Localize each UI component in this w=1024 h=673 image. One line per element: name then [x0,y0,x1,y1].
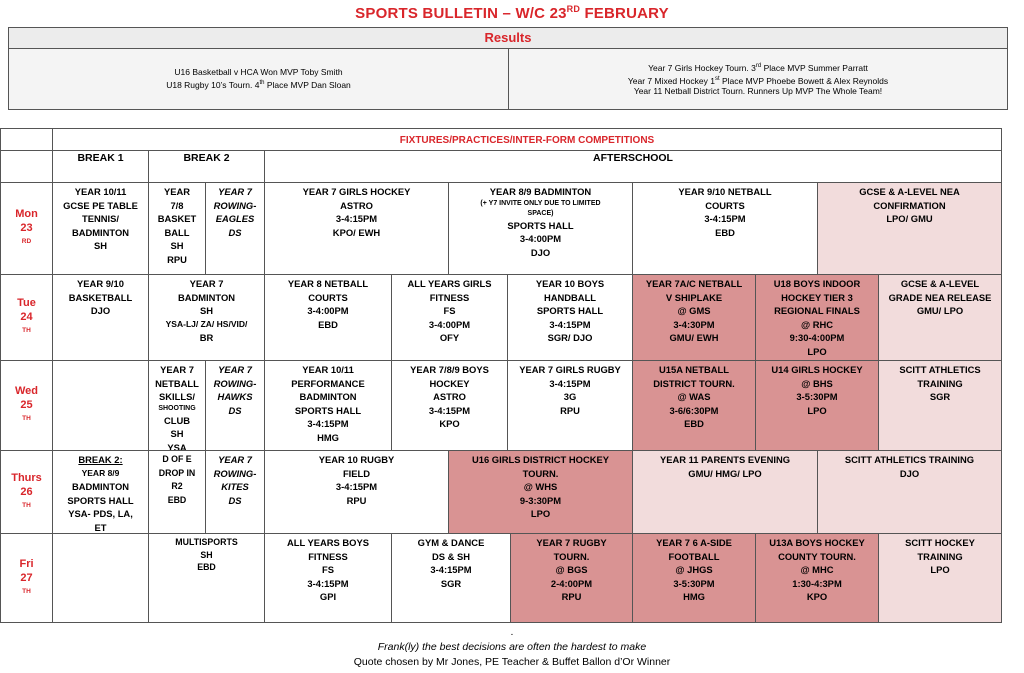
tue-after-cell-1: YEAR 8 NETBALL COURTS 3-4:00PM EBD [264,274,392,361]
break1-header: BREAK 1 [52,150,149,183]
wed-after-cell-1: YEAR 10/11 PERFORMANCE BADMINTON SPORTS HALL 3-4:15PM HMG [264,360,392,451]
fri-after-cell-2: GYM & DANCE DS & SH 3-4:15PM SGR [391,533,511,623]
tue-after-cell-5: U18 BOYS INDOOR HOCKEY TIER 3 REGIONAL FINALS @ RHC 9:30-4:00PM LPO [755,274,879,361]
result-line: Year 7 Girls Hockey Tourn. 3rd Place MVP Summer Parratt [648,62,868,73]
wed-break1-cell [52,360,149,451]
afterschool-header: AFTERSCHOOL [264,150,1002,183]
wed-rowing-cell: YEAR 7 ROWING- HAWKS DS [205,360,265,451]
title-main: SPORTS BULLETIN – W/C 23 [355,5,567,22]
wed-after-cell-5: U14 GIRLS HOCKEY @ BHS 3-5:30PM LPO [755,360,879,451]
fri-after-cell-4: YEAR 7 6 A-SIDE FOOTBALL @ JHGS 3-5:30PM HMG [632,533,756,623]
wed-after-cell-3: YEAR 7 GIRLS RUGBY 3-4:15PM 3G RPU [507,360,633,451]
thu-after-cell-2: U16 GIRLS DISTRICT HOCKEY TOURN. @ WHS 9-3:30PM LPO [448,450,633,534]
tue-after-cell-3: YEAR 10 BOYS HANDBALL SPORTS HALL 3-4:15PM SGR/ DJO [507,274,633,361]
thu-after-cell-1: YEAR 10 RUGBY FIELD 3-4:15PM RPU [264,450,449,534]
mon-rowing-cell: YEAR 7 ROWING- EAGLES DS [205,182,265,275]
result-line: U16 Basketball v HCA Won MVP Toby Smith [174,67,343,78]
results-left [8,48,509,110]
thu-after-cell-3: YEAR 11 PARENTS EVENING GMU/ HMG/ LPO [632,450,818,534]
thu-after-cell-4: SCITT ATHLETICS TRAINING DJO [817,450,1002,534]
footer-credit: Quote chosen by Mr Jones, PE Teacher & Buffet Ballon d’Or Winner [353,656,671,668]
mon-break2-cell: YEAR 7/8 BASKET BALL SH RPU [148,182,206,275]
title-tail: FEBRUARY [580,5,669,22]
break2-header: BREAK 2 [148,150,265,183]
fri-break1-cell [52,533,149,623]
corner-cell [0,150,53,183]
day-fri: Fri 27 $^{TH}$ [0,533,53,623]
fri-after-cell-3: YEAR 7 RUGBY TOURN. @ BGS 2-4:00PM RPU [510,533,633,623]
mon-break1-cell: YEAR 10/11 GCSE PE TABLE TENNIS/ BADMINTON SH [52,182,149,275]
mon-after-cell-4: GCSE & A-LEVEL NEA CONFIRMATION LPO/ GMU [817,182,1002,275]
bulletin-title [0,4,1024,22]
fixtures-heading: FIXTURES/PRACTICES/INTER-FORM COMPETITIONS [52,128,1002,151]
result-line: Year 7 Mixed Hockey 1st Place MVP Phoebe Bowett & Alex Reynolds [627,75,889,86]
mon-after-cell-2: YEAR 8/9 BADMINTON (+ Y7 INVITE ONLY DUE TO LIMITED SPACE) SPORTS HALL 3-4:00PM DJO [448,182,633,275]
day-mon: Mon 23 $^{RD}$ [0,182,53,275]
results-right [508,48,1008,110]
result-line: U18 Rugby 10’s Tourn. 4th Place MVP Dan Sloan [166,79,351,90]
tue-after-cell-2: ALL YEARS GIRLS FITNESS FS 3-4:00PM OFY [391,274,508,361]
result-line: Year 11 Netball District Tourn. Runners Up MVP The Whole Team! [633,86,883,97]
footer-quote: Frank(ly) the best decisions are often the hardest to make [377,641,647,653]
mon-after-cell-1: YEAR 7 GIRLS HOCKEY ASTRO 3-4:15PM KPO/ EWH [264,182,449,275]
tue-break1-cell: YEAR 9/10 BASKETBALL DJO [52,274,149,361]
fri-after-cell-5: U13A BOYS HOCKEY COUNTY TOURN. @ MHC 1:30-4:3PM KPO [755,533,879,623]
corner-cell [0,128,53,151]
day-thu: Thurs 26 $^{TH}$ [0,450,53,534]
day-wed: Wed 25 $^{TH}$ [0,360,53,451]
wed-after-cell-2: YEAR 7/8/9 BOYS HOCKEY ASTRO 3-4:15PM KPO [391,360,508,451]
wed-break2-cell: YEAR 7 NETBALL SKILLS/ SHOOTING CLUB SH YSA [148,360,206,451]
footer-dot: . [510,626,514,638]
wed-after-cell-4: U15A NETBALL DISTRICT TOURN. @ WAS 3-6/6:30PM EBD [632,360,756,451]
fri-after-cell-1: ALL YEARS BOYS FITNESS FS 3-4:15PM GPI [264,533,392,623]
tue-after-cell-6: GCSE & A-LEVEL GRADE NEA RELEASE GMU/ LPO [878,274,1002,361]
thu-break2-cell: D OF E DROP IN R2 EBD [148,450,206,534]
thu-rowing-cell: YEAR 7 ROWING- KITES DS [205,450,265,534]
tue-after-cell-4: YEAR 7A/C NETBALL V SHIPLAKE @ GMS 3-4:30PM GMU/ EWH [632,274,756,361]
fri-break2-cell: MULTISPORTS SH EBD [148,533,265,623]
results-heading: Results [8,27,1008,49]
title-sup: RD [566,4,581,14]
mon-after-cell-3: YEAR 9/10 NETBALL COURTS 3-4:15PM EBD [632,182,818,275]
wed-after-cell-6: SCITT ATHLETICS TRAINING SGR [878,360,1002,451]
thu-break1-cell: BREAK 2: YEAR 8/9 BADMINTON SPORTS HALL YSA- PDS, LA, ET [52,450,149,534]
day-tue: Tue 24 $^{TH}$ [0,274,53,361]
tue-break2-cell: YEAR 7 BADMINTON SH YSA-LJ/ ZA/ HS/VID/ BR [148,274,265,361]
fri-after-cell-6: SCITT HOCKEY TRAINING LPO [878,533,1002,623]
